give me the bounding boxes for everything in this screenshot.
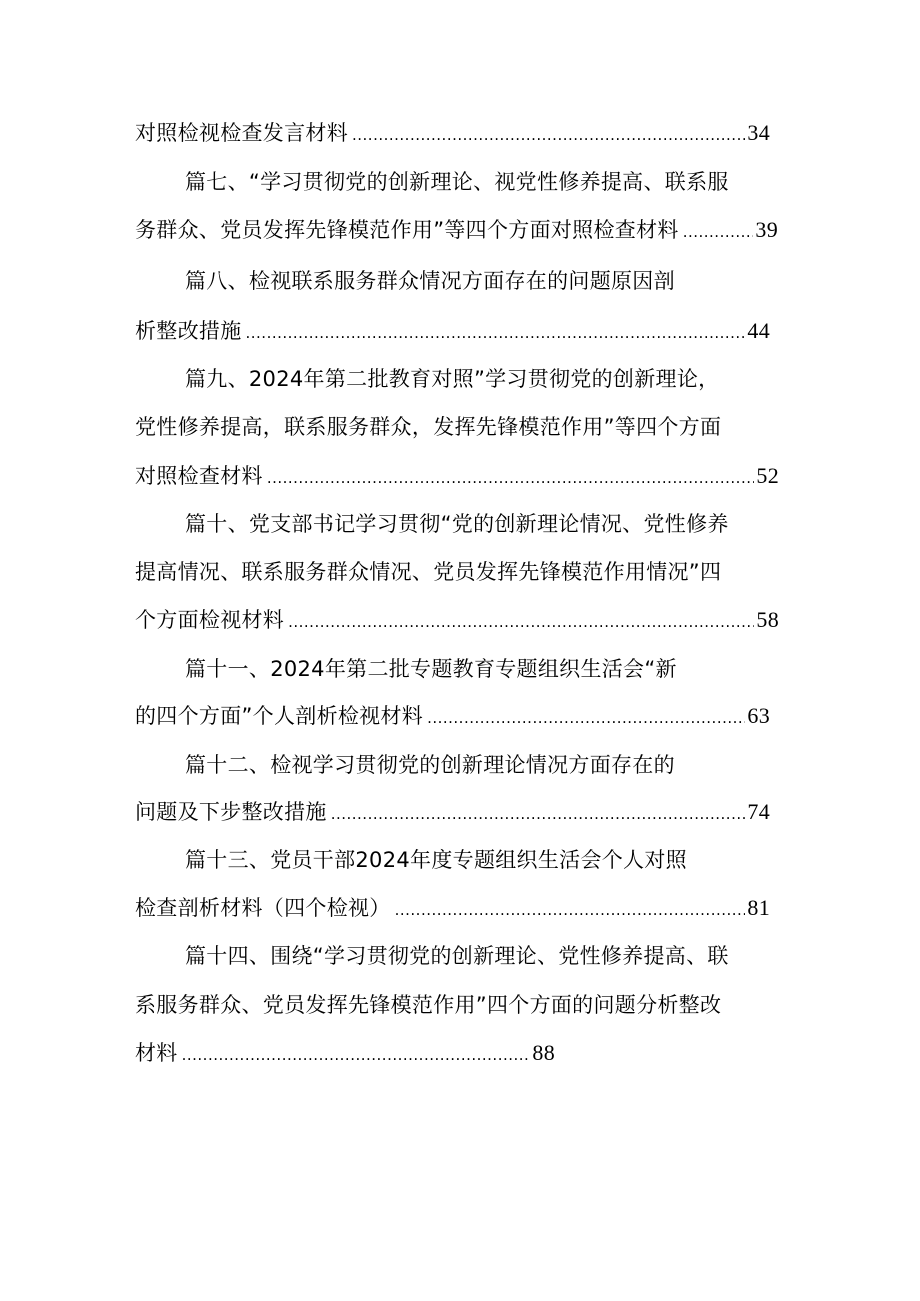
toc-entry-text: 篇八、检视联系服务群众情况方面存在的问题原因剖: [185, 269, 675, 293]
toc-entry-title-line[interactable]: [135, 552, 721, 592]
toc-page-number: 63: [747, 703, 770, 728]
toc-leader-dots: [267, 458, 755, 498]
toc-entry[interactable]: [135, 113, 770, 153]
toc-page-number: 44: [747, 318, 770, 343]
toc-leader-dots: [683, 212, 754, 252]
toc-entry-text: 问题及下步整改措施: [135, 800, 327, 824]
toc-leader-dots: [246, 313, 746, 353]
toc-entry-text: 篇十一、2024年第二批专题教育专题组织生活会“新: [185, 657, 677, 681]
toc-entry-text: 系服务群众、党员发挥先锋模范作用”四个方面的问题分析整改: [135, 993, 722, 1017]
toc-leader-dots: [288, 602, 754, 642]
toc-page-number: 58: [756, 607, 779, 632]
toc-entry-text: 材料: [135, 1041, 178, 1065]
toc-entry-text: 党性修养提高，联系服务群众，发挥先锋模范作用”等四个方面: [135, 415, 722, 439]
toc-leader-dots: [182, 1035, 531, 1075]
toc-entry-text: 篇十三、党员干部2024年度专题组织生活会个人对照: [185, 848, 687, 872]
toc-entry-text: 的四个方面”个人剖析检视材料: [135, 704, 424, 728]
toc-entry-text: 析整改措施: [135, 319, 242, 343]
toc-entry[interactable]: [135, 600, 779, 640]
toc-page-number: 88: [532, 1040, 555, 1065]
toc-leader-dots: [352, 115, 745, 155]
toc-page-number: 34: [747, 120, 770, 145]
toc-entry[interactable]: [135, 696, 770, 736]
toc-entry-text: 个方面检视材料: [135, 608, 285, 632]
toc-entry[interactable]: [135, 1033, 555, 1073]
toc-entry-title-line[interactable]: [185, 359, 719, 399]
toc-leader-dots: [331, 794, 746, 834]
toc-entry-title-line[interactable]: [185, 745, 675, 785]
toc-entry[interactable]: [135, 311, 770, 351]
toc-page-number: 74: [747, 799, 770, 824]
toc-entry-text: 提高情况、联系服务群众情况、党员发挥先锋模范作用情况”四: [135, 560, 722, 584]
toc-entry[interactable]: [135, 888, 770, 928]
toc-entry-title-line[interactable]: [185, 261, 675, 301]
toc-entry-title-line[interactable]: [185, 936, 729, 976]
toc-leader-dots: [395, 890, 746, 930]
toc-entry[interactable]: [135, 210, 778, 250]
toc-entry-text: 检查剖析材料（四个检视）: [135, 896, 391, 920]
toc-entry-title-line[interactable]: [135, 985, 721, 1025]
toc-entry-text: 对照检视检查发言材料: [135, 121, 348, 145]
toc-entry[interactable]: [135, 792, 770, 832]
toc-entry-title-line[interactable]: [185, 504, 729, 544]
toc-entry-title-line[interactable]: [185, 840, 687, 880]
toc-leader-dots: [427, 698, 745, 738]
toc-entry-text: 篇十四、围绕“学习贯彻党的创新理论、党性修养提高、联: [185, 944, 729, 968]
toc-entry-title-line[interactable]: [135, 407, 721, 447]
toc-page-number: 39: [755, 217, 778, 242]
toc-entry-title-line[interactable]: [185, 649, 677, 689]
toc-entry-title-line[interactable]: [185, 162, 729, 202]
toc-page-number: 52: [756, 463, 779, 488]
toc-entry[interactable]: [135, 456, 779, 496]
toc-entry-text: 篇十二、检视学习贯彻党的创新理论情况方面存在的: [185, 753, 675, 777]
toc-entry-text: 篇九、2024年第二批教育对照”学习贯彻党的创新理论，: [185, 367, 720, 391]
toc-entry-text: 篇七、“学习贯彻党的创新理论、视党性修养提高、联系服: [185, 170, 729, 194]
toc-entry-text: 务群众、党员发挥先锋模范作用”等四个方面对照检查材料: [135, 218, 679, 242]
toc-entry-text: 对照检查材料: [135, 464, 263, 488]
toc-entry-text: 篇十、党支部书记学习贯彻“党的创新理论情况、党性修养: [185, 512, 729, 536]
toc-page-number: 81: [747, 895, 770, 920]
